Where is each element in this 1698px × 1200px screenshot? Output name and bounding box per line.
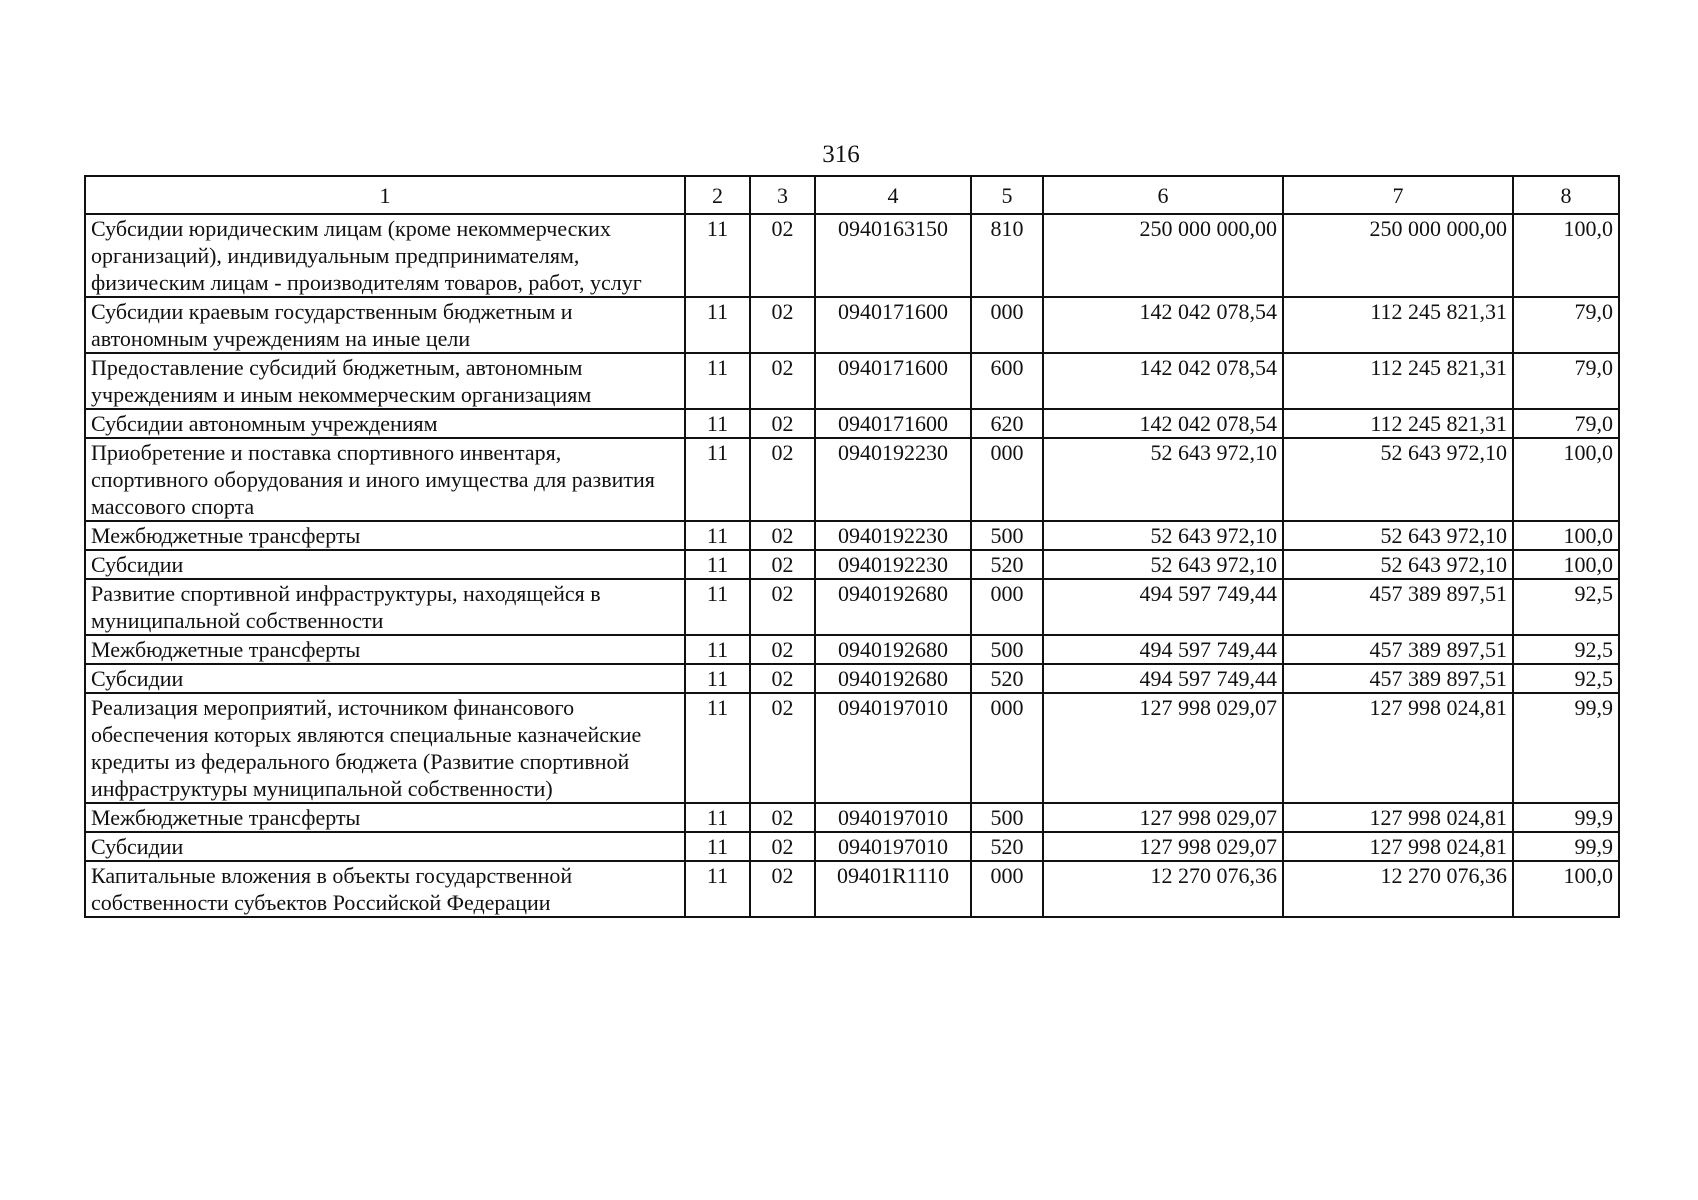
subsection-code-cell: 02: [750, 693, 815, 803]
section-code-cell: 11: [685, 297, 750, 353]
subsection-code-cell: 02: [750, 521, 815, 550]
planned-amount-cell: 142 042 078,54: [1043, 297, 1283, 353]
section-code-cell: 11: [685, 664, 750, 693]
expense-type-cell: 000: [971, 297, 1043, 353]
expense-type-cell: 500: [971, 521, 1043, 550]
expense-name-cell: Субсидии: [85, 664, 685, 693]
expense-type-cell: 000: [971, 579, 1043, 635]
planned-amount-cell: 52 643 972,10: [1043, 521, 1283, 550]
section-code-cell: 11: [685, 861, 750, 917]
expense-type-cell: 000: [971, 438, 1043, 521]
table-row: [85, 664, 1619, 693]
subsection-code-cell: 02: [750, 579, 815, 635]
execution-percent-cell: 99,9: [1513, 803, 1619, 832]
table-row: [85, 521, 1619, 550]
table-row: [85, 214, 1619, 297]
executed-amount-cell: 52 643 972,10: [1283, 438, 1513, 521]
execution-percent-cell: 100,0: [1513, 550, 1619, 579]
section-code-cell: 11: [685, 409, 750, 438]
executed-amount-cell: 127 998 024,81: [1283, 693, 1513, 803]
execution-percent-cell: 92,5: [1513, 635, 1619, 664]
table-row: [85, 832, 1619, 861]
expense-name-cell: Субсидии: [85, 550, 685, 579]
expense-name-cell: Приобретение и поставка спортивного инвентаря, спортивного оборудования и иного имущества для развития массового спорта: [85, 438, 685, 521]
target-article-cell: 0940197010: [815, 693, 971, 803]
column-header-8: 8: [1513, 176, 1619, 214]
execution-percent-cell: 92,5: [1513, 579, 1619, 635]
subsection-code-cell: 02: [750, 635, 815, 664]
planned-amount-cell: 52 643 972,10: [1043, 438, 1283, 521]
section-code-cell: 11: [685, 693, 750, 803]
table-row: [85, 635, 1619, 664]
target-article-cell: 0940192230: [815, 438, 971, 521]
execution-percent-cell: 99,9: [1513, 832, 1619, 861]
target-article-cell: 0940163150: [815, 214, 971, 297]
execution-percent-cell: 79,0: [1513, 409, 1619, 438]
planned-amount-cell: 250 000 000,00: [1043, 214, 1283, 297]
target-article-cell: 0940192680: [815, 635, 971, 664]
planned-amount-cell: 494 597 749,44: [1043, 635, 1283, 664]
table-row: [85, 297, 1619, 353]
expense-name-cell: Межбюджетные трансферты: [85, 521, 685, 550]
subsection-code-cell: 02: [750, 664, 815, 693]
expense-name-cell: Субсидии: [85, 832, 685, 861]
execution-percent-cell: 100,0: [1513, 214, 1619, 297]
expense-name-cell: Межбюджетные трансферты: [85, 635, 685, 664]
expense-type-cell: 500: [971, 803, 1043, 832]
table-row: [85, 861, 1619, 917]
section-code-cell: 11: [685, 803, 750, 832]
planned-amount-cell: 127 998 029,07: [1043, 803, 1283, 832]
expense-name-cell: Субсидии краевым государственным бюджетным и автономным учреждениям на иные цели: [85, 297, 685, 353]
section-code-cell: 11: [685, 832, 750, 861]
subsection-code-cell: 02: [750, 353, 815, 409]
column-header-4: 4: [815, 176, 971, 214]
expense-type-cell: 620: [971, 409, 1043, 438]
subsection-code-cell: 02: [750, 409, 815, 438]
target-article-cell: 0940171600: [815, 297, 971, 353]
expense-type-cell: 810: [971, 214, 1043, 297]
planned-amount-cell: 142 042 078,54: [1043, 409, 1283, 438]
expense-type-cell: 600: [971, 353, 1043, 409]
table-body: [85, 214, 1619, 917]
execution-percent-cell: 99,9: [1513, 693, 1619, 803]
section-code-cell: 11: [685, 438, 750, 521]
executed-amount-cell: 127 998 024,81: [1283, 803, 1513, 832]
expense-type-cell: 000: [971, 861, 1043, 917]
column-header-2: 2: [685, 176, 750, 214]
expense-type-cell: 520: [971, 832, 1043, 861]
section-code-cell: 11: [685, 550, 750, 579]
executed-amount-cell: 127 998 024,81: [1283, 832, 1513, 861]
executed-amount-cell: 112 245 821,31: [1283, 353, 1513, 409]
planned-amount-cell: 127 998 029,07: [1043, 693, 1283, 803]
table-header-row: [85, 176, 1619, 214]
executed-amount-cell: 457 389 897,51: [1283, 635, 1513, 664]
column-header-1: 1: [85, 176, 685, 214]
expense-type-cell: 520: [971, 664, 1043, 693]
column-header-5: 5: [971, 176, 1043, 214]
expense-name-cell: Капитальные вложения в объекты государственной собственности субъектов Российской Федерации: [85, 861, 685, 917]
section-code-cell: 11: [685, 214, 750, 297]
executed-amount-cell: 52 643 972,10: [1283, 550, 1513, 579]
expense-name-cell: Межбюджетные трансферты: [85, 803, 685, 832]
subsection-code-cell: 02: [750, 214, 815, 297]
execution-percent-cell: 100,0: [1513, 861, 1619, 917]
execution-percent-cell: 79,0: [1513, 297, 1619, 353]
expense-name-cell: Реализация мероприятий, источником финансового обеспечения которых являются специальные казначейские кредиты из федерального бюджета (Развитие спортивной инфраструктуры муниципальной собственности): [85, 693, 685, 803]
subsection-code-cell: 02: [750, 832, 815, 861]
expense-name-cell: Развитие спортивной инфраструктуры, находящейся в муниципальной собственности: [85, 579, 685, 635]
page-number: 316: [822, 141, 860, 168]
target-article-cell: 0940192680: [815, 664, 971, 693]
table-row: [85, 438, 1619, 521]
expense-name-cell: Субсидии юридическим лицам (кроме некоммерческих организаций), индивидуальным предпринимателям, физическим лицам - производителям товаров, работ, услуг: [85, 214, 685, 297]
executed-amount-cell: 457 389 897,51: [1283, 664, 1513, 693]
section-code-cell: 11: [685, 521, 750, 550]
expense-name-cell: Субсидии автономным учреждениям: [85, 409, 685, 438]
column-header-7: 7: [1283, 176, 1513, 214]
target-article-cell: 0940192680: [815, 579, 971, 635]
target-article-cell: 0940197010: [815, 832, 971, 861]
target-article-cell: 0940197010: [815, 803, 971, 832]
subsection-code-cell: 02: [750, 297, 815, 353]
planned-amount-cell: 127 998 029,07: [1043, 832, 1283, 861]
subsection-code-cell: 02: [750, 550, 815, 579]
expense-name-cell: Предоставление субсидий бюджетным, автономным учреждениям и иным некоммерческим организациям: [85, 353, 685, 409]
executed-amount-cell: 112 245 821,31: [1283, 409, 1513, 438]
subsection-code-cell: 02: [750, 803, 815, 832]
planned-amount-cell: 494 597 749,44: [1043, 579, 1283, 635]
execution-percent-cell: 100,0: [1513, 438, 1619, 521]
planned-amount-cell: 52 643 972,10: [1043, 550, 1283, 579]
table-row: [85, 693, 1619, 803]
target-article-cell: 0940171600: [815, 353, 971, 409]
section-code-cell: 11: [685, 579, 750, 635]
target-article-cell: 0940192230: [815, 550, 971, 579]
execution-percent-cell: 92,5: [1513, 664, 1619, 693]
subsection-code-cell: 02: [750, 438, 815, 521]
expense-type-cell: 000: [971, 693, 1043, 803]
executed-amount-cell: 12 270 076,36: [1283, 861, 1513, 917]
target-article-cell: 0940192230: [815, 521, 971, 550]
section-code-cell: 11: [685, 353, 750, 409]
expense-type-cell: 500: [971, 635, 1043, 664]
executed-amount-cell: 457 389 897,51: [1283, 579, 1513, 635]
expense-type-cell: 520: [971, 550, 1043, 579]
execution-percent-cell: 79,0: [1513, 353, 1619, 409]
target-article-cell: 09401R1110: [815, 861, 971, 917]
planned-amount-cell: 12 270 076,36: [1043, 861, 1283, 917]
target-article-cell: 0940171600: [815, 409, 971, 438]
planned-amount-cell: 494 597 749,44: [1043, 664, 1283, 693]
budget-table: [84, 175, 1620, 918]
executed-amount-cell: 112 245 821,31: [1283, 297, 1513, 353]
executed-amount-cell: 52 643 972,10: [1283, 521, 1513, 550]
section-code-cell: 11: [685, 635, 750, 664]
execution-percent-cell: 100,0: [1513, 521, 1619, 550]
table-row: [85, 579, 1619, 635]
subsection-code-cell: 02: [750, 861, 815, 917]
executed-amount-cell: 250 000 000,00: [1283, 214, 1513, 297]
table-header: [85, 176, 1619, 214]
planned-amount-cell: 142 042 078,54: [1043, 353, 1283, 409]
column-header-6: 6: [1043, 176, 1283, 214]
table-row: [85, 353, 1619, 409]
table-row: [85, 803, 1619, 832]
table-row: [85, 550, 1619, 579]
table-row: [85, 409, 1619, 438]
column-header-3: 3: [750, 176, 815, 214]
